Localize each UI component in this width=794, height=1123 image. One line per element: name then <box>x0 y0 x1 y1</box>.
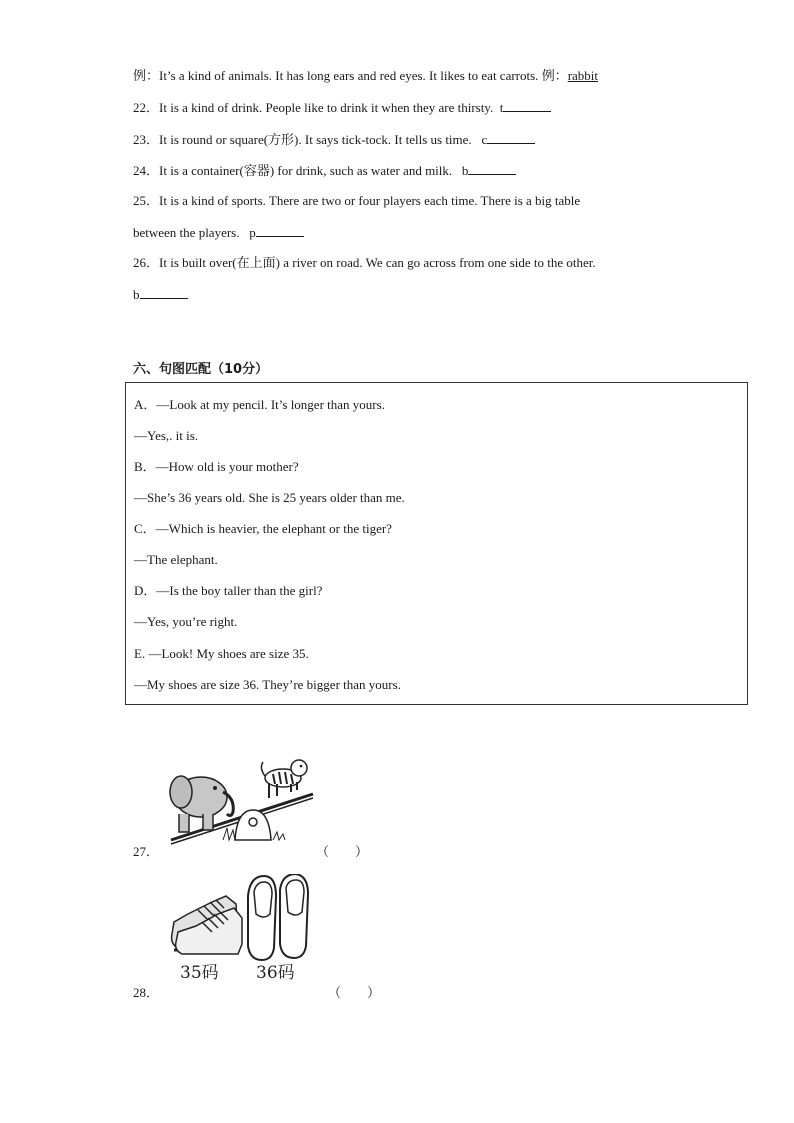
answer-blank[interactable] <box>487 131 535 144</box>
dialog-box <box>125 382 748 705</box>
answer-blank[interactable] <box>468 162 516 175</box>
question-27-number: 27． <box>133 844 160 859</box>
question-number: 23． <box>133 132 160 147</box>
question-28-number: 28． <box>133 985 160 1000</box>
dialog-line: C．—Which is heavier, the elephant or the tiger? <box>134 521 392 536</box>
answer-blank[interactable] <box>503 99 551 112</box>
dialog-line: D．—Is the boy taller than the girl? <box>134 583 323 598</box>
answer-letter: b <box>461 163 469 178</box>
example-answer: rabbit <box>567 68 599 83</box>
example-answer-label: 例： <box>541 68 568 83</box>
answer-blank[interactable] <box>140 286 188 299</box>
question-26-cont <box>133 286 188 303</box>
question-text-cont: between the players. <box>133 225 240 240</box>
question-23 <box>133 131 535 148</box>
dialog-line: —She’s 36 years old. She is 25 years older than me. <box>134 490 405 505</box>
question-text: It is a kind of sports. There are two or four players each time. There is a big table <box>159 193 581 208</box>
dialog-line: B．—How old is your mother? <box>134 459 299 474</box>
question-25-cont <box>133 224 304 241</box>
dialog-line: A．—Look at my pencil. It’s longer than yours. <box>134 397 385 412</box>
elephant-tiger-seesaw-illustration <box>165 752 320 847</box>
shoe-size-label-35: 35码 <box>180 963 219 983</box>
question-text: It is a kind of drink. People like to drink it when they are thirsty. <box>159 100 494 115</box>
dialog-line: E. —Look! My shoes are size 35. <box>134 646 309 661</box>
shoe-size-label-36: 36码 <box>256 963 295 983</box>
question-28-answer-parens[interactable]: （ ） <box>328 985 381 1000</box>
question-25 <box>133 193 580 209</box>
dialog-line: —My shoes are size 36. They’re bigger than yours. <box>134 677 401 692</box>
example-text: It’s a kind of animals. It has long ears and red eyes. It likes to eat carrots. <box>159 68 539 83</box>
example-line <box>133 68 598 84</box>
dialog-line: —Yes, you’re right. <box>134 614 238 629</box>
question-number: 25． <box>133 193 160 208</box>
question-number: 26． <box>133 255 160 270</box>
answer-blank[interactable] <box>256 224 304 237</box>
question-26 <box>133 255 596 271</box>
question-24 <box>133 162 516 179</box>
dialog-line: —Yes,. it is. <box>134 428 199 443</box>
question-text: It is round or square(方形). It says tick-tock. It tells us time. <box>159 132 472 147</box>
question-22 <box>133 99 551 116</box>
answer-letter: b <box>133 287 140 302</box>
example-prefix: 例： <box>133 68 160 83</box>
section-heading: 六、句图匹配（10分） <box>133 362 269 377</box>
question-27-answer-parens[interactable]: （ ） <box>316 844 369 859</box>
answer-letter: t <box>499 100 504 115</box>
answer-letter: c <box>481 132 488 147</box>
question-number: 24． <box>133 163 160 178</box>
answer-letter: p <box>249 225 256 240</box>
shoes-illustration <box>168 874 318 986</box>
question-number: 22． <box>133 100 160 115</box>
question-text: It is a container(容器) for drink, such as water and milk. <box>159 163 453 178</box>
question-text: It is built over(在上面) a river on road. We can go across from one side to the other. <box>159 255 596 270</box>
dialog-line: —The elephant. <box>134 552 218 567</box>
